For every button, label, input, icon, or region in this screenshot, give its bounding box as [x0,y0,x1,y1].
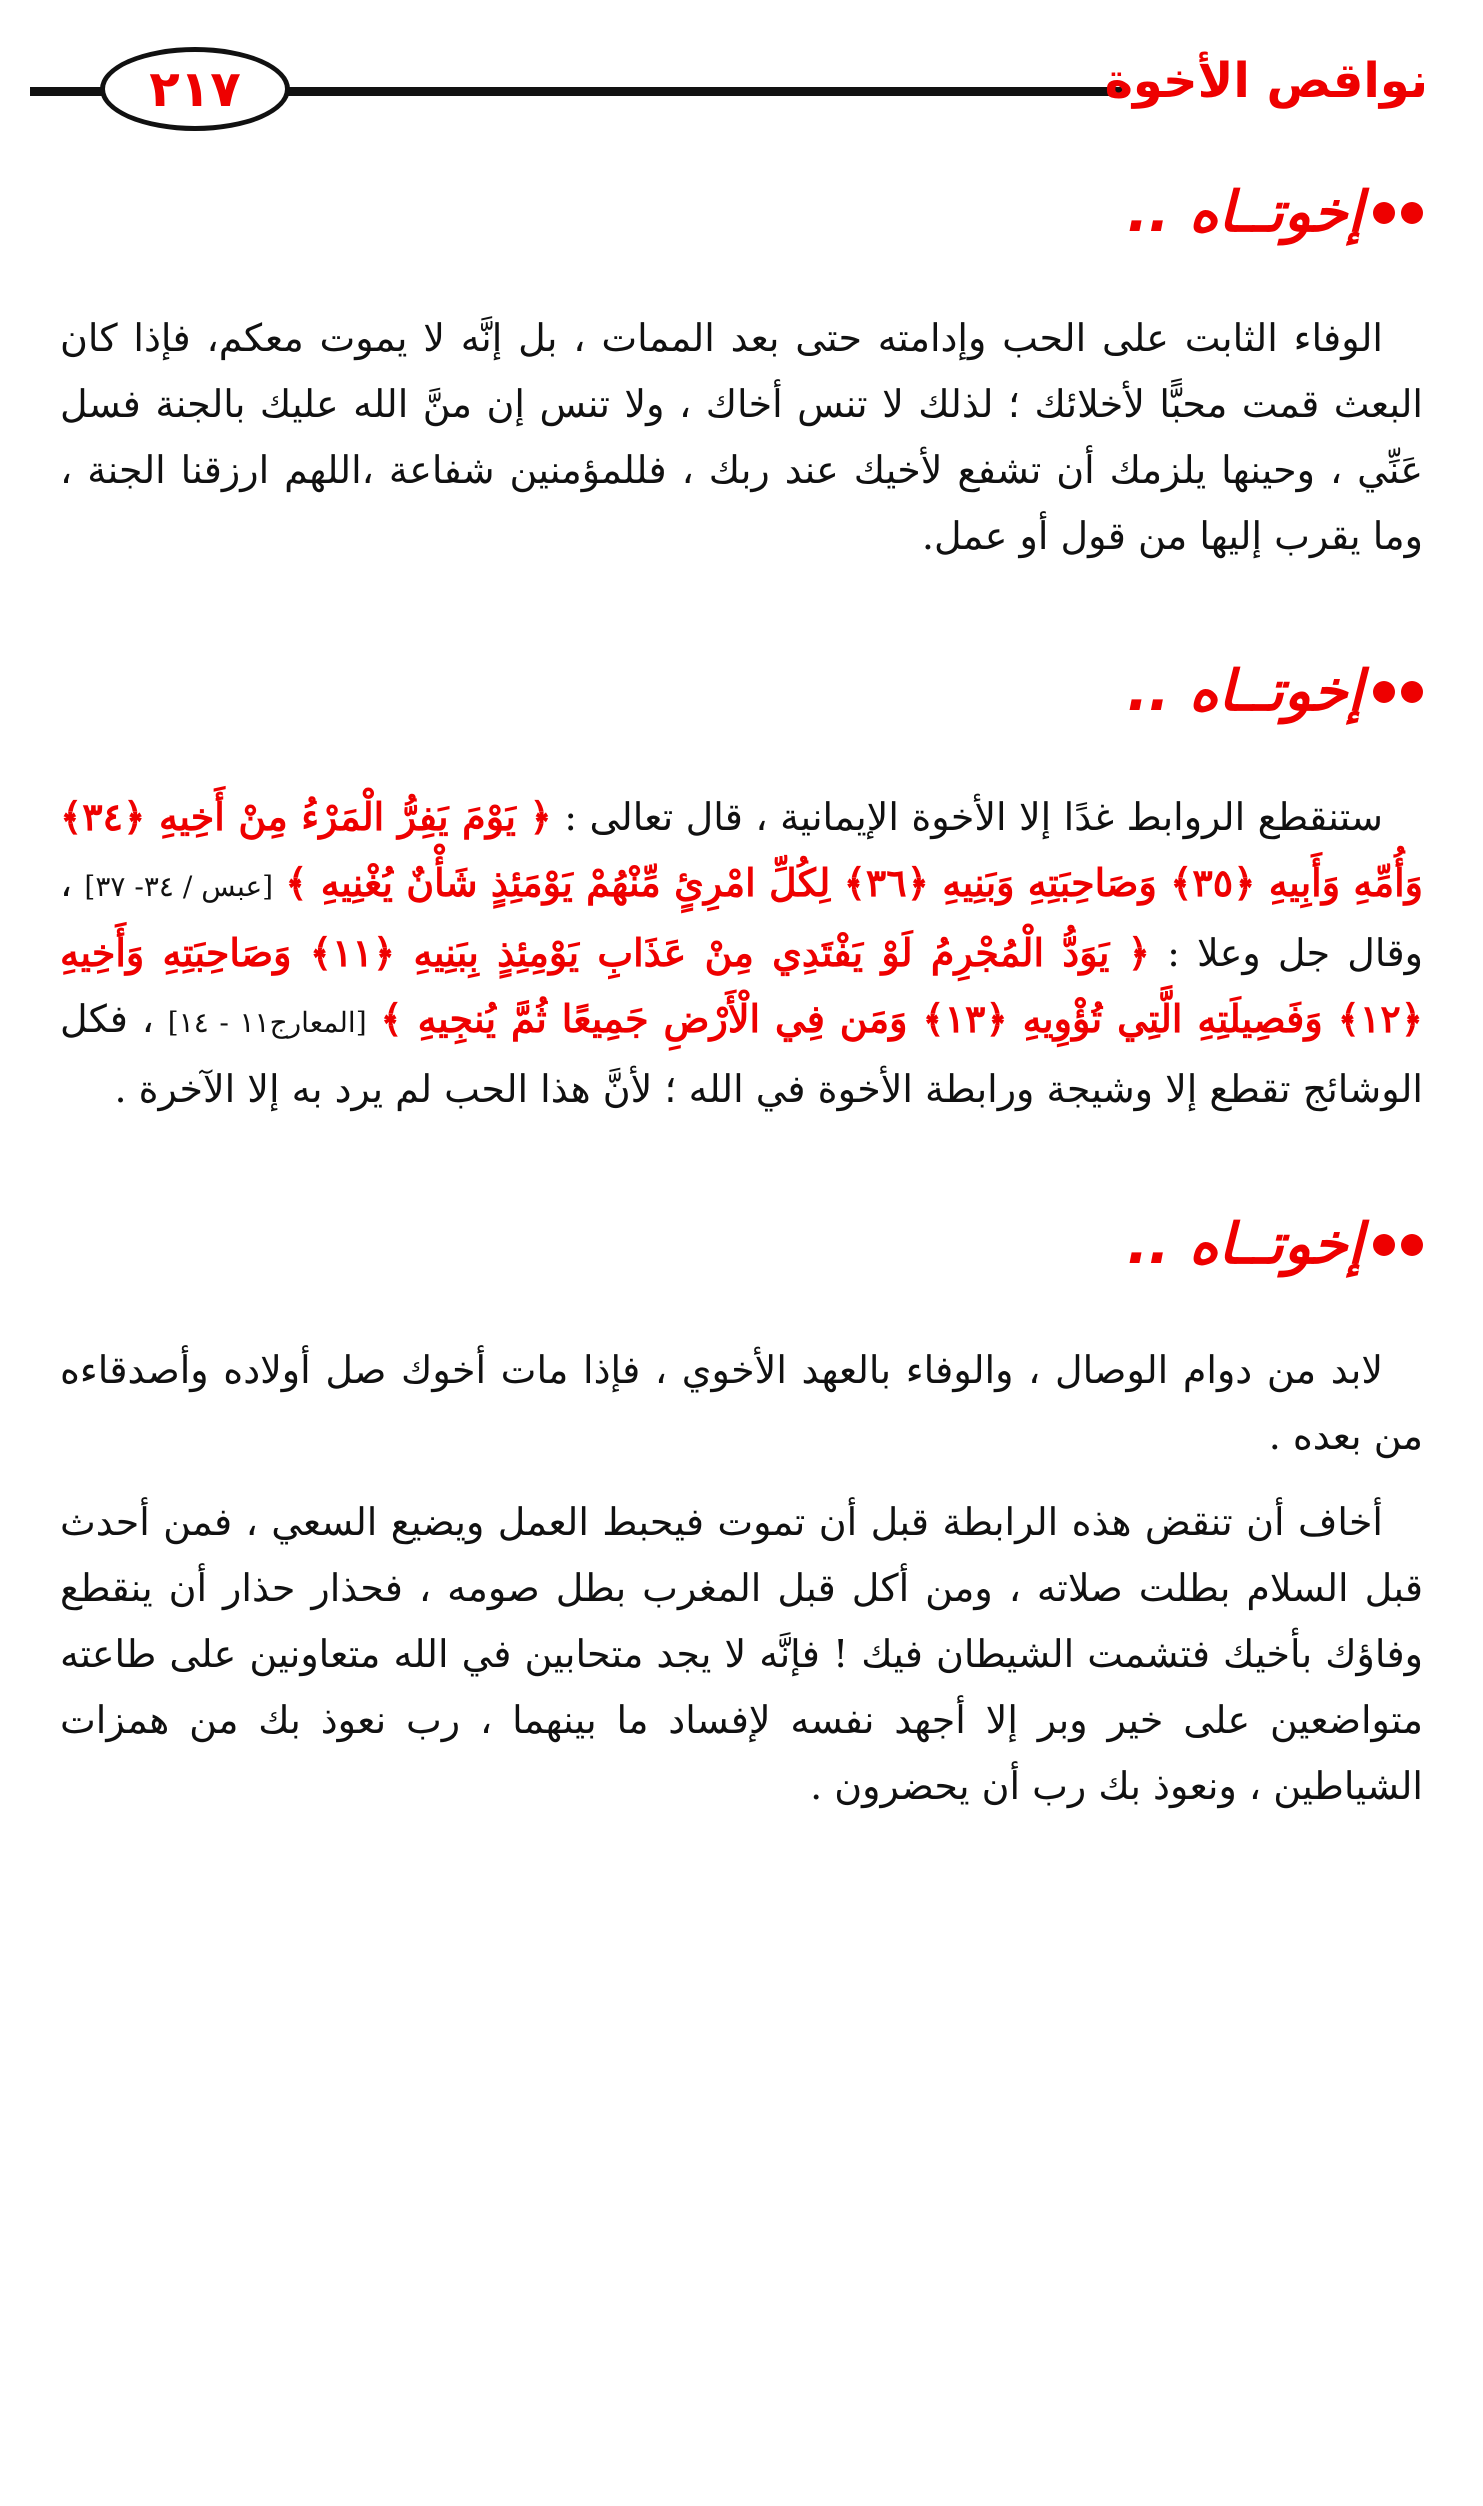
section-1 [60,180,1423,569]
text-run: ستنقطع الروابط غدًا إلا الأخوة الإيمانية ، قال تعالى : [551,795,1383,839]
section-3 [60,1212,1423,1819]
paragraph: أخاف أن تنقض هذه الرابطة قبل أن تموت فيحبط العمل ويضيع السعي ، فمن أحدث قبل السلام بطلت صلاته ، ومن أكل قبل المغرب بطل صومه ، فحذار حذار أن ينقطع وفاؤك بأخيك فتشمت الشيطان فيك ! فإنَّه لا يجد متحابين في الله متعاونين على طاعته متواضعين على خير وبر إلا أجهد نفسه لإفساد ما بينهما ، رب نعوذ بك من همزات الشياطين ، ونعوذ بك رب أن يحضرون . [60,1500,1423,1808]
heading-text: إخوتــاه .. [1127,659,1363,724]
page-header [30,45,1428,135]
paragraph [60,784,1423,1122]
bullet-dots-icon [1373,681,1423,703]
text-run: ، فكل الوشائج تقطع إلا وشيجة ورابطة الأخوة في الله ؛ لأنَّ هذا الحب لم يرد به إلا الآخرة . [60,997,1423,1111]
paragraph: الوفاء الثابت على الحب وإدامته حتى بعد الممات ، بل إنَّه لا يموت معكم، فإذا كان البعث قمت محبًّا لأخلائك ؛ لذلك لا تنس أخاك ، ولا تنس إن منَّ الله عليك بالجنة فسل عَنِّي ، وحينها يلزمك أن تشفع لأخيك عند ربك ، فللمؤمنين شفاعة ،اللهم ارزقنا الجنة ، وما يقرب إليها من قول أو عمل. [60,316,1423,558]
running-title: نواقص الأخوة [1104,53,1428,109]
quran-verse: ﴿ يَوَدُّ الْمُجْرِمُ لَوْ يَفْتَدِي مِنْ عَذَابِ يَوْمِئِذٍ بِبَنِيهِ ﴿١١﴾ وَصَاحِبَتِهِ وَأَخِيهِ ﴿١٢﴾ وَفَصِيلَتِهِ الَّتِي تُؤْوِيهِ ﴿١٣﴾ وَمَن فِي الْأَرْضِ جَمِيعًا ثُمَّ يُنجِيهِ ﴾ [60,930,1423,1041]
paragraph: لابد من دوام الوصال ، والوفاء بالعهد الأخوي ، فإذا مات أخوك صل أولاده وأصدقاءه من بعده . [60,1348,1423,1458]
quran-verse: ﴿ يَوْمَ يَفِرُّ الْمَرْءُ مِنْ أَخِيهِ ﴿٣٤﴾ وَأُمِّهِ وَأَبِيهِ ﴿٣٥﴾ وَصَاحِبَتِهِ وَبَنِيهِ ﴿٣٦﴾ لِكُلِّ امْرِئٍ مِّنْهُمْ يَوْمَئِذٍ شَأْنٌ يُغْنِيهِ ﴾ [60,794,1423,905]
verse-reference: [المعارج١١ - ١٤] [167,1006,367,1039]
bullet-dots-icon [1373,1234,1423,1256]
heading-text: إخوتــاه .. [1127,1212,1363,1277]
page-content [60,180,1423,1839]
section-2 [60,659,1423,1122]
section-heading [60,659,1423,724]
section-heading [60,180,1423,245]
heading-text: إخوتــاه .. [1127,180,1363,245]
bullet-dots-icon [1373,202,1423,224]
text-run: ، وقال جل وعلا : [60,861,1423,975]
verse-reference: [عبس / ٣٤- ٣٧] [84,870,274,903]
section-heading [60,1212,1423,1277]
page-number: ٢١٧ [100,47,290,131]
